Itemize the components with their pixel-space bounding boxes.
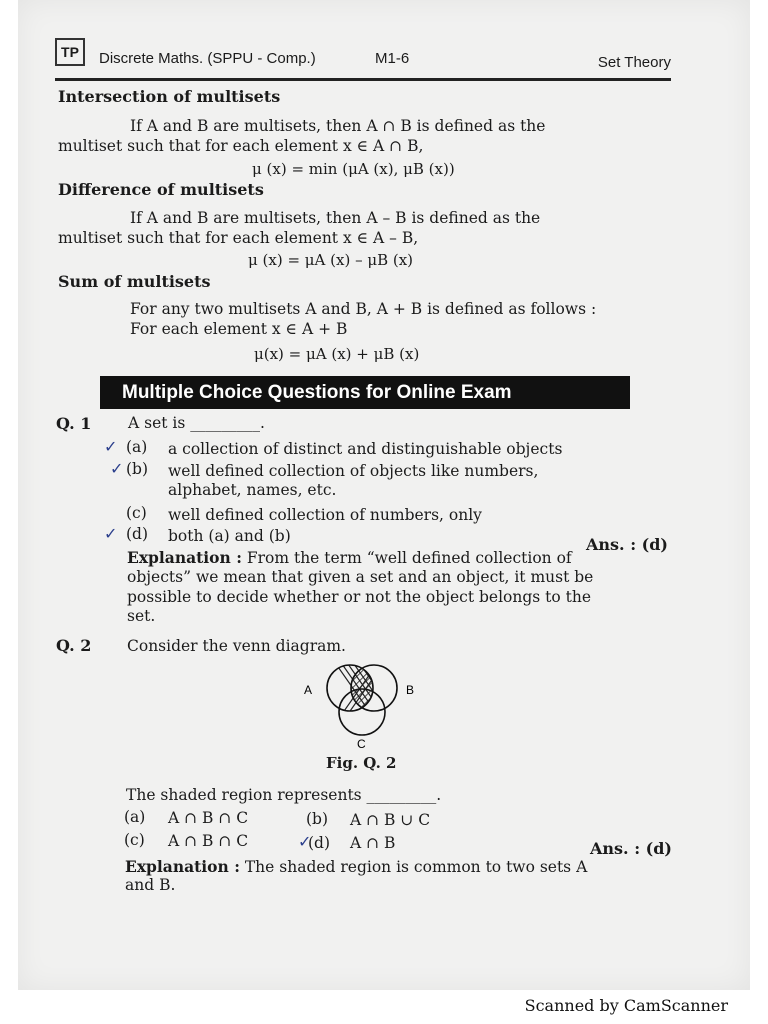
q1-explanation-line3: possible to decide whether or not the object belongs to the [127, 588, 592, 606]
q2-option-b-label: (b) [306, 810, 329, 828]
q1-option-b-text: well defined collection of objects like numbers, [168, 462, 539, 480]
q2-option-a-label: (a) [124, 808, 146, 826]
intersection-line2: multiset such that for each element x ∈ A ∩ B, [58, 137, 424, 155]
q1-explanation-text: From the term “well defined collection of [241, 549, 572, 567]
publisher-logo: TP [55, 38, 85, 66]
mcq-banner: Multiple Choice Questions for Online Exam [100, 376, 630, 409]
q1-option-a-label: (a) [126, 438, 148, 456]
q2-option-a-text: A ∩ B ∩ C [168, 809, 249, 827]
set-c-circle [339, 689, 385, 735]
page-header [55, 36, 671, 74]
q1-option-d-text: both (a) and (b) [168, 527, 291, 545]
difference-heading: Difference of multisets [58, 180, 264, 199]
difference-line2: multiset such that for each element x ∈ A – B, [58, 229, 419, 247]
q2-number: Q. 2 [56, 636, 92, 655]
q2-explanation-label: Explanation : [125, 857, 240, 876]
intersection-line1: If A and B are multisets, then A ∩ B is defined as the [130, 117, 546, 135]
q1-option-d-label: (d) [126, 525, 149, 543]
q1-option-c-text: well defined collection of numbers, only [168, 506, 482, 524]
q1-question: A set is _________. [128, 414, 265, 432]
q2-explanation-line2: and B. [125, 876, 176, 894]
venn-diagram [298, 664, 428, 754]
q2-question: Consider the venn diagram. [127, 637, 346, 655]
q2-prompt: The shaded region represents _________. [126, 786, 442, 804]
venn-label-a: A [304, 683, 313, 697]
q1-explanation-line2: objects” we mean that given a set and an object, it must be [127, 568, 594, 586]
header-rule [55, 78, 671, 81]
q2-option-d-text: A ∩ B [350, 834, 396, 852]
difference-line1: If A and B are multisets, then A – B is defined as the [130, 209, 541, 227]
sum-heading: Sum of multisets [58, 272, 211, 291]
q1-answer: Ans. : (d) [586, 535, 668, 554]
sum-formula: μ(x) = μA (x) + μB (x) [254, 345, 420, 363]
q2-option-c-text: A ∩ B ∩ C [168, 832, 249, 850]
header-code: M1-6 [375, 50, 410, 67]
q1-explanation-line1 [127, 548, 572, 567]
q1-option-b-label: (b) [126, 460, 149, 478]
set-b-circle [351, 665, 397, 711]
checkmark-icon: ✓ [104, 524, 118, 543]
q2-option-d-label: (d) [308, 834, 331, 852]
checkmark-icon: ✓ [104, 437, 118, 456]
difference-formula: μ (x) = μA (x) – μB (x) [248, 251, 414, 269]
q1-option-a-text: a collection of distinct and distinguishable objects [168, 440, 563, 458]
intersection-formula: μ (x) = min (μA (x), μB (x)) [252, 160, 455, 178]
q1-explanation-label: Explanation : [127, 548, 242, 567]
q1-option-b-text-cont: alphabet, names, etc. [168, 481, 337, 499]
checkmark-icon: ✓ [110, 459, 124, 478]
q1-option-c-label: (c) [126, 504, 147, 522]
q2-option-c-label: (c) [124, 831, 145, 849]
q2-explanation-text: The shaded region is common to two sets A [239, 858, 588, 876]
q2-option-b-text: A ∩ B ∪ C [350, 811, 431, 829]
sum-line1: For any two multisets A and B, A + B is defined as follows : [130, 300, 597, 318]
q2-answer: Ans. : (d) [590, 839, 672, 858]
sum-line2: For each element x ∈ A + B [130, 320, 348, 338]
checkmark-icon: ✓ [298, 832, 312, 851]
q2-explanation-line1 [125, 857, 587, 876]
q1-explanation-line4: set. [127, 607, 156, 625]
figure-caption: Fig. Q. 2 [326, 754, 397, 772]
venn-label-b: B [406, 683, 415, 697]
header-topic: Set Theory [597, 54, 671, 71]
scanner-watermark: Scanned by CamScanner [524, 996, 728, 1015]
header-subject: Discrete Maths. (SPPU - Comp.) [99, 50, 316, 67]
venn-label-c: C [357, 737, 366, 751]
q1-number: Q. 1 [56, 414, 92, 433]
intersection-heading: Intersection of multisets [58, 87, 281, 106]
